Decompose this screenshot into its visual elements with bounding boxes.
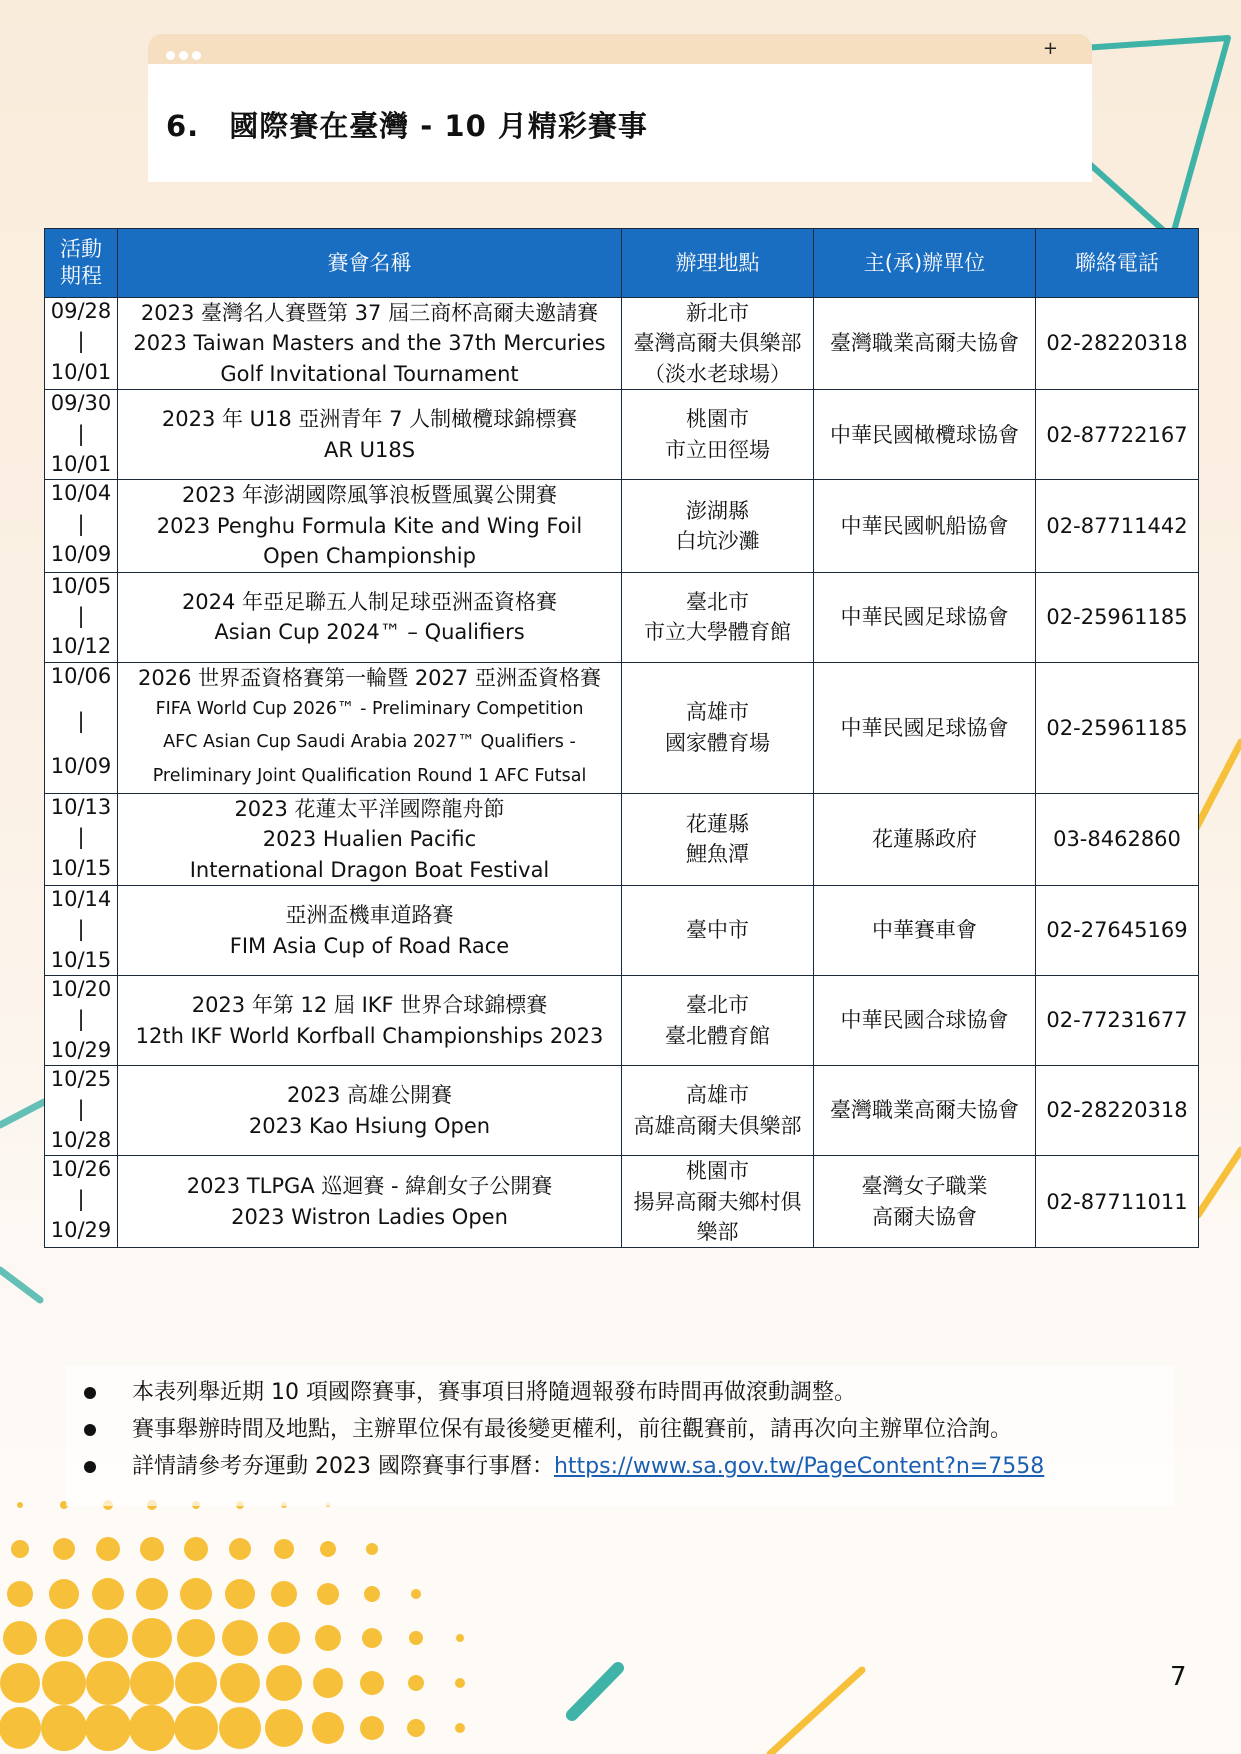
date-cell — [45, 390, 118, 480]
date-end: 10/29 — [50, 1217, 112, 1242]
date-separator: | — [77, 917, 85, 942]
table-row — [45, 572, 1199, 662]
date-cell — [45, 662, 118, 793]
date-cell — [45, 793, 118, 885]
date-start: 10/14 — [50, 887, 112, 912]
window-dots-icon — [166, 45, 205, 64]
date-end: 10/01 — [50, 359, 112, 384]
phone-cell: 02-27645169 — [1036, 886, 1199, 976]
date-separator: | — [77, 1187, 85, 1212]
yellow-stroke-decoration — [1198, 1150, 1241, 1215]
table-body — [45, 298, 1199, 1248]
date-separator: | — [77, 708, 85, 733]
date-separator: | — [77, 421, 85, 446]
page-number: 7 — [1170, 1662, 1187, 1692]
events-table — [44, 228, 1199, 1248]
date-cell — [45, 1156, 118, 1248]
organizer-cell: 花蓮縣政府 — [814, 793, 1036, 885]
note-item — [84, 1448, 1174, 1485]
date-end: 10/01 — [50, 452, 112, 476]
header-event-name: 賽會名稱 — [118, 229, 622, 298]
date-cell — [45, 976, 118, 1066]
teal-stroke-decoration — [572, 1668, 618, 1715]
date-separator: | — [77, 603, 85, 628]
phone-cell: 02-77231677 — [1036, 976, 1199, 1066]
date-start: 10/06 — [50, 663, 112, 688]
table-row — [45, 793, 1199, 885]
date-separator: | — [77, 329, 85, 354]
event-name-cell: 2026 世界盃資格賽第一輪暨 2027 亞洲盃資格賽 FIFA World Cup 2026™ - Preliminary Competition AFC Asian Cup Saudi Arabia 2027™ Qualifiers - Preliminary Joint Qualification Round 1 AFC Futsal — [118, 662, 622, 793]
date-separator: | — [77, 825, 85, 850]
venue-cell: 臺北市 市立大學體育館 — [622, 572, 814, 662]
event-name-cell: 亞洲盃機車道路賽 FIM Asia Cup of Road Race — [118, 886, 622, 976]
header-date: 活動 期程 — [45, 229, 118, 298]
phone-cell: 02-25961185 — [1036, 572, 1199, 662]
note-item: 本表列舉近期 10 項國際賽事，賽事項目將隨週報發布時間再做滾動調整。 — [84, 1374, 1174, 1411]
header-organizer: 主(承)辦單位 — [814, 229, 1036, 298]
date-start: 10/13 — [50, 794, 112, 819]
date-end: 10/15 — [50, 855, 112, 880]
venue-cell: 臺中市 — [622, 886, 814, 976]
date-cell — [45, 572, 118, 662]
teal-stroke-decoration — [0, 1270, 40, 1300]
date-separator: | — [77, 1097, 85, 1122]
phone-cell: 02-87711442 — [1036, 480, 1199, 572]
phone-cell: 02-25961185 — [1036, 662, 1199, 793]
table-row — [45, 480, 1199, 572]
date-start: 10/05 — [50, 573, 112, 598]
event-name-cell: 2023 年澎湖國際風箏浪板暨風翼公開賽 2023 Penghu Formula Kite and Wing Foil Open Championship — [118, 480, 622, 572]
venue-cell: 花蓮縣 鯉魚潭 — [622, 793, 814, 885]
date-cell — [45, 480, 118, 572]
venue-cell: 新北市 臺灣高爾夫俱樂部 （淡水老球場） — [622, 298, 814, 390]
table-row — [45, 1066, 1199, 1156]
title-card-body — [148, 64, 1092, 182]
teal-triangle-decoration — [1083, 38, 1228, 238]
note-text: 詳情請參考夯運動 2023 國際賽事行事曆： — [132, 1454, 554, 1479]
date-end: 10/29 — [50, 1037, 112, 1062]
bullet-icon — [84, 1461, 96, 1473]
table-row — [45, 298, 1199, 390]
date-cell — [45, 1066, 118, 1156]
venue-cell: 澎湖縣 白坑沙灘 — [622, 480, 814, 572]
phone-cell: 02-28220318 — [1036, 298, 1199, 390]
event-name-cell: 2023 高雄公開賽 2023 Kao Hsiung Open — [118, 1066, 622, 1156]
date-separator: | — [77, 511, 85, 536]
organizer-cell: 臺灣女子職業 高爾夫協會 — [814, 1156, 1036, 1248]
organizer-cell: 中華民國橄欖球協會 — [814, 390, 1036, 480]
date-start: 10/20 — [50, 977, 112, 1002]
organizer-cell: 中華賽車會 — [814, 886, 1036, 976]
phone-cell: 03-8462860 — [1036, 793, 1199, 885]
teal-stroke-decoration — [0, 1102, 44, 1125]
table-header-row — [45, 229, 1199, 298]
title-card — [148, 34, 1092, 182]
date-end: 10/09 — [50, 542, 112, 566]
table-row — [45, 1156, 1199, 1248]
organizer-cell: 中華民國足球協會 — [814, 662, 1036, 793]
date-separator: | — [77, 1007, 85, 1032]
venue-cell: 高雄市 國家體育場 — [622, 662, 814, 793]
date-cell — [45, 298, 118, 390]
header-phone: 聯絡電話 — [1036, 229, 1199, 298]
event-name-cell: 2023 年 U18 亞洲青年 7 人制橄欖球錦標賽 AR U18S — [118, 390, 622, 480]
calendar-link[interactable]: https://www.sa.gov.tw/PageContent?n=7558 — [553, 1454, 1045, 1479]
plus-icon: + — [1042, 38, 1058, 59]
notes-box — [66, 1366, 1174, 1506]
venue-cell: 桃園市 市立田徑場 — [622, 390, 814, 480]
event-name-cell: 2023 花蓮太平洋國際龍舟節 2023 Hualien Pacific International Dragon Boat Festival — [118, 793, 622, 885]
date-start: 09/30 — [50, 391, 112, 416]
date-end: 10/09 — [50, 754, 112, 779]
date-end: 10/15 — [50, 947, 112, 972]
table-row — [45, 886, 1199, 976]
event-name-cell: 2023 年第 12 屆 IKF 世界合球錦標賽 12th IKF World Korfball Championships 2023 — [118, 976, 622, 1066]
organizer-cell: 中華民國足球協會 — [814, 572, 1036, 662]
yellow-dot-grid-decoration — [0, 1500, 465, 1751]
table-row — [45, 976, 1199, 1066]
organizer-cell: 中華民國帆船協會 — [814, 480, 1036, 572]
phone-cell: 02-87722167 — [1036, 390, 1199, 480]
title-card-bar — [148, 34, 1092, 64]
bullet-icon — [84, 1387, 96, 1399]
date-start: 10/04 — [50, 481, 112, 506]
table-row — [45, 662, 1199, 793]
date-start: 10/25 — [50, 1067, 112, 1092]
phone-cell: 02-87711011 — [1036, 1156, 1199, 1248]
organizer-cell: 中華民國合球協會 — [814, 976, 1036, 1066]
date-start: 10/26 — [50, 1157, 112, 1182]
organizer-cell: 臺灣職業高爾夫協會 — [814, 298, 1036, 390]
venue-cell: 臺北市 臺北體育館 — [622, 976, 814, 1066]
section-title: 6. 國際賽在臺灣 - 10 月精彩賽事 — [166, 109, 648, 143]
date-start: 09/28 — [50, 299, 112, 323]
organizer-cell: 臺灣職業高爾夫協會 — [814, 1066, 1036, 1156]
note-item: 賽事舉辦時間及地點，主辦單位保有最後變更權利，前往觀賽前，請再次向主辦單位洽詢。 — [84, 1411, 1174, 1448]
event-name-cell: 2023 TLPGA 巡迴賽 - 緯創女子公開賽 2023 Wistron Ladies Open — [118, 1156, 622, 1248]
venue-cell: 桃園市 揚昇高爾夫鄉村俱 樂部 — [622, 1156, 814, 1248]
date-cell — [45, 886, 118, 976]
phone-cell: 02-28220318 — [1036, 1066, 1199, 1156]
date-end: 10/28 — [50, 1127, 112, 1152]
bullet-icon — [84, 1424, 96, 1436]
header-venue: 辦理地點 — [622, 229, 814, 298]
event-name-cell: 2024 年亞足聯五人制足球亞洲盃資格賽 Asian Cup 2024™ – Qualifiers — [118, 572, 622, 662]
event-name-cell: 2023 臺灣名人賽暨第 37 屆三商杯高爾夫邀請賽 2023 Taiwan Masters and the 37th Mercuries Golf Invitational Tournament — [118, 298, 622, 390]
yellow-stroke-decoration — [770, 1670, 862, 1754]
table-row — [45, 390, 1199, 480]
date-end: 10/12 — [50, 634, 112, 659]
venue-cell: 高雄市 高雄高爾夫俱樂部 — [622, 1066, 814, 1156]
